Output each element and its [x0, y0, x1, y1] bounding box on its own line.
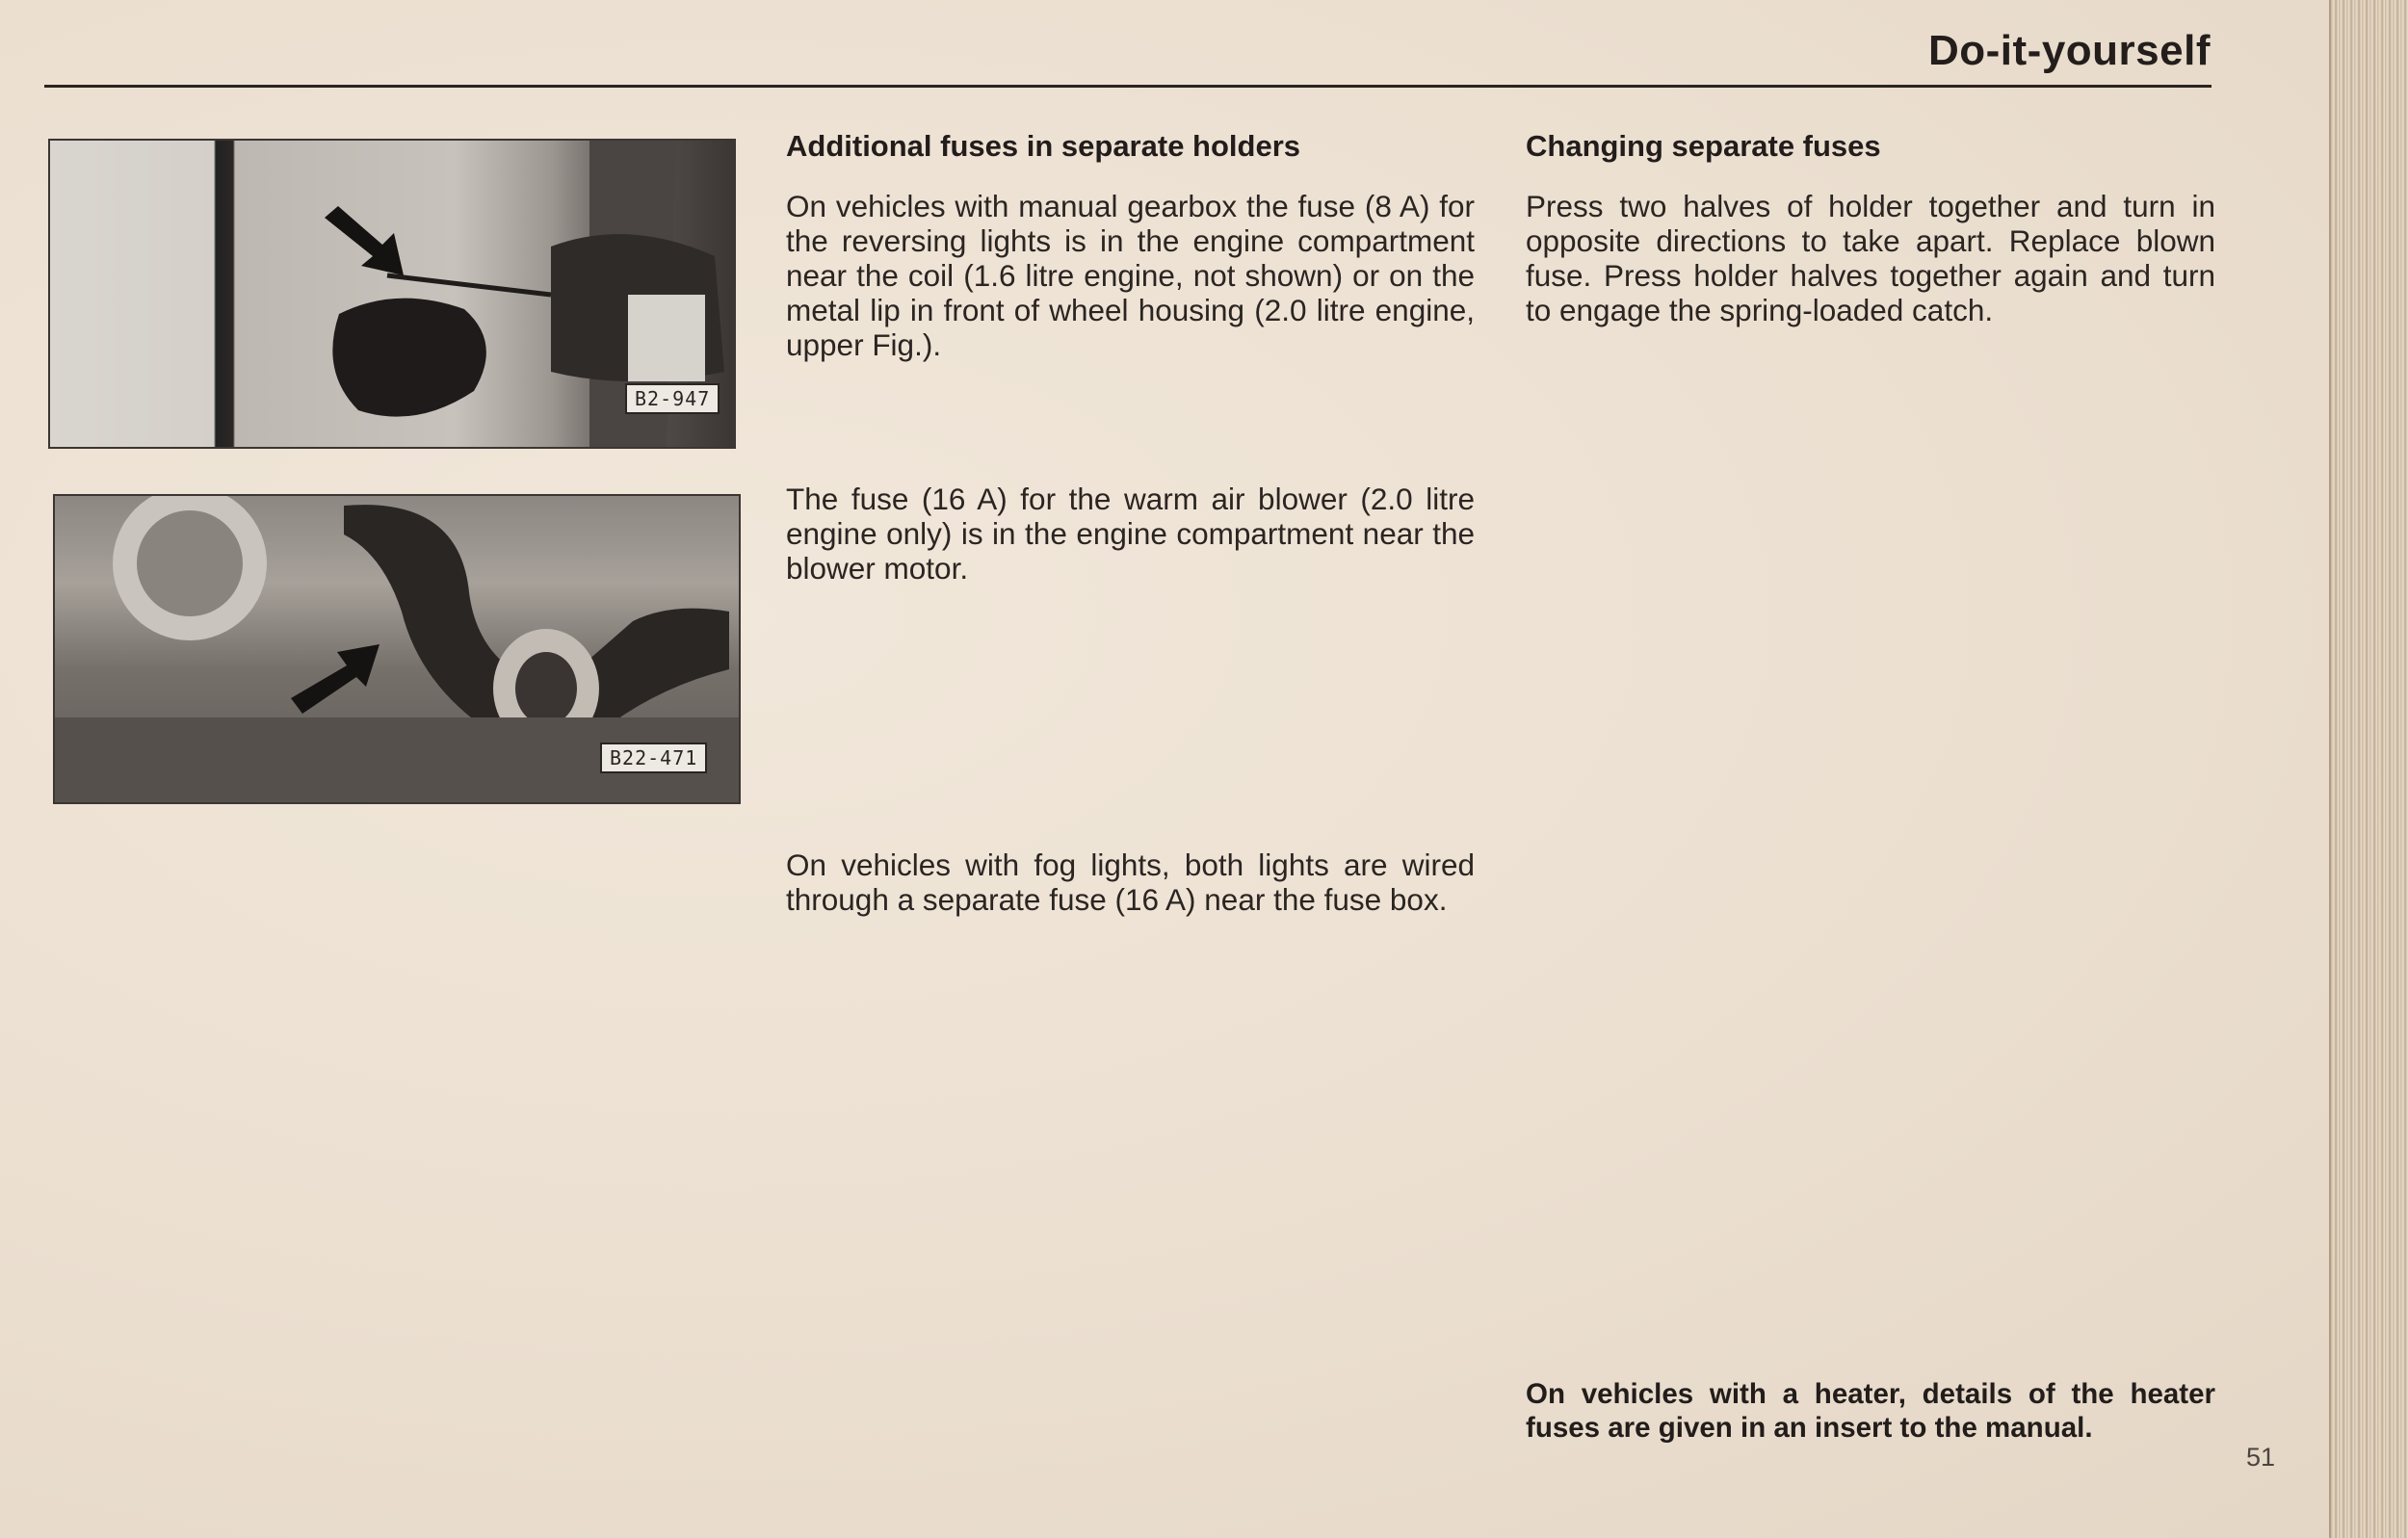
right-heading: Changing separate fuses	[1526, 129, 1881, 163]
page-number: 51	[2246, 1443, 2276, 1472]
section-title: Do-it-yourself	[1928, 27, 2211, 74]
figure-1-label: B2-947	[625, 383, 720, 414]
heater-note: On vehicles with a heater, details of the heater fuses are given in an insert to the manual.	[1526, 1378, 2215, 1444]
left-heading: Additional fuses in separate holders	[786, 129, 1301, 163]
paragraph-changing-fuses: Press two halves of holder together and turn in opposite directions to take apart. Replace blown fuse. Press holder halves together again and turn to engage the spring-loaded catch.	[1526, 189, 2215, 327]
arrow-icon	[291, 639, 387, 716]
paragraph-blower-fuse: The fuse (16 A) for the warm air blower (2.0 litre engine only) is in the engine compartment near the blower motor.	[786, 482, 1475, 586]
figure-blower-fuse	[53, 494, 741, 804]
figure-2-label: B22-471	[600, 743, 707, 773]
figure-reversing-light-fuse	[48, 139, 736, 449]
arrow-icon	[325, 206, 411, 283]
paragraph-fog-lights: On vehicles with fog lights, both lights are wired through a separate fuse (16 A) near the fuse box.	[786, 847, 1475, 917]
page-stack-edge	[2329, 0, 2408, 1538]
header-rule	[44, 85, 2212, 88]
paragraph-reversing-fuse: On vehicles with manual gearbox the fuse (8 A) for the reversing lights is in the engine compartment near the coil (1.6 litre engine, not shown) or on the metal lip in front of wheel housing (2.0 litre engine, upper Fig.).	[786, 189, 1475, 362]
